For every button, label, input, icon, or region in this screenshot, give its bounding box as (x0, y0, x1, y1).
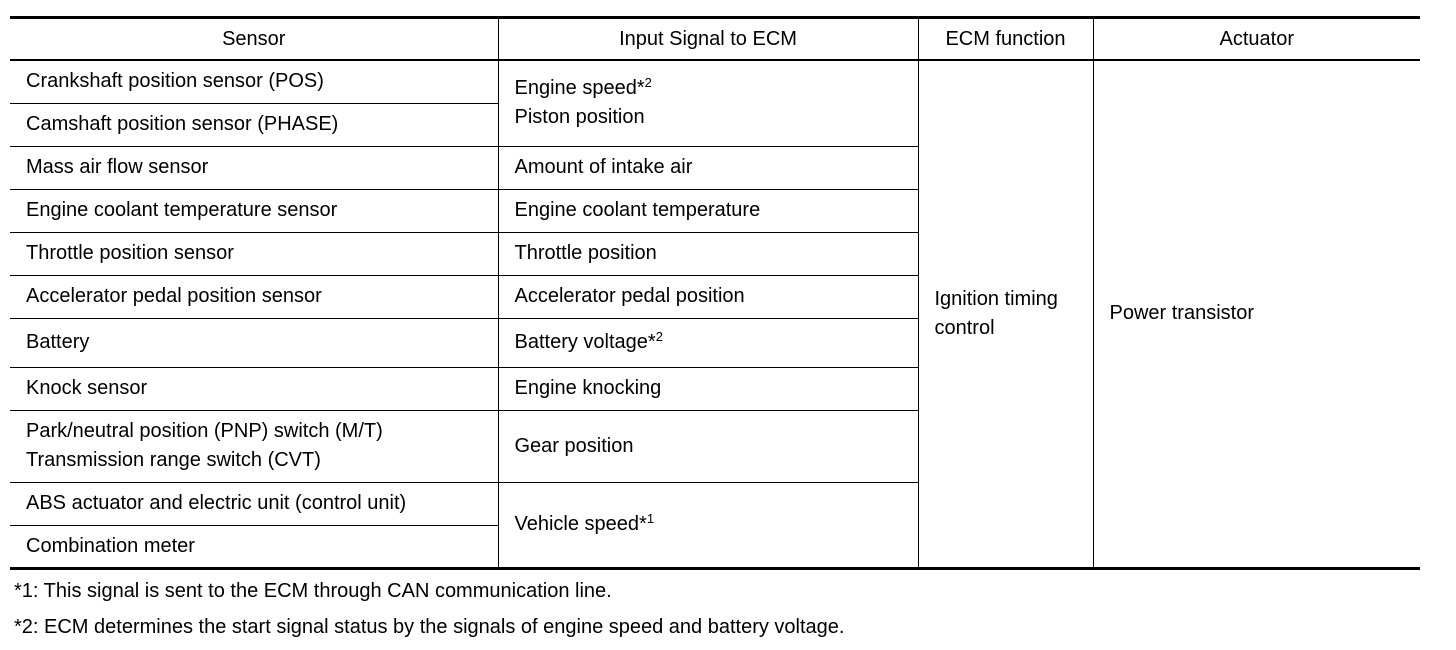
sensor-cell: Accelerator pedal position sensor (10, 275, 498, 318)
input-text: Engine speed* (514, 77, 645, 100)
input-cell: Engine coolant temperature (498, 189, 918, 232)
footnote-2: *2: ECM determines the start signal status by the signals of engine speed and battery voltage. (14, 615, 845, 638)
sensor-text: Transmission range switch (CVT) (26, 449, 321, 471)
sensor-cell: Battery (10, 318, 498, 367)
footnote-ref: 2 (644, 75, 652, 91)
sensor-cell: Mass air flow sensor (10, 146, 498, 189)
input-text: Piston position (514, 106, 645, 129)
input-cell: Gear position (498, 410, 918, 482)
sensor-cell: Engine coolant temperature sensor (10, 189, 498, 232)
input-cell (498, 60, 918, 146)
header-sensor: Sensor (10, 18, 498, 61)
input-cell: Throttle position (498, 232, 918, 275)
function-text: Ignition timing (934, 287, 1058, 310)
input-text: Battery voltage* (514, 331, 656, 353)
input-cell (498, 482, 918, 568)
header-ecm-function: ECM function (918, 18, 1093, 61)
footnote-ref: 2 (655, 329, 663, 344)
function-text: control (934, 316, 995, 339)
table-row (10, 60, 1420, 103)
actuator-cell: Power transistor (1093, 60, 1420, 568)
sensor-text: Park/neutral position (PNP) switch (M/T) (26, 420, 383, 442)
sensor-cell: Crankshaft position sensor (POS) (26, 70, 324, 93)
footnote-ref: 1 (646, 511, 655, 526)
footnote-1: *1: This signal is sent to the ECM through CAN communication line. (14, 579, 612, 602)
sensor-cell (10, 410, 498, 482)
input-text: Vehicle speed* (514, 513, 647, 535)
header-input-signal: Input Signal to ECM (498, 18, 918, 61)
sensor-cell: Camshaft position sensor (PHASE) (10, 103, 498, 146)
ecm-function-cell (918, 60, 1093, 568)
input-cell: Engine knocking (498, 367, 918, 410)
header-row (10, 18, 1420, 61)
header-actuator: Actuator (1093, 18, 1420, 61)
sensor-cell: Knock sensor (10, 367, 498, 410)
sensor-cell: Combination meter (10, 525, 498, 568)
ignition-timing-table (10, 16, 1420, 570)
sensor-cell: ABS actuator and electric unit (control unit) (10, 482, 498, 525)
sensor-cell: Throttle position sensor (10, 232, 498, 275)
document (10, 16, 1420, 645)
input-cell: Accelerator pedal position (498, 275, 918, 318)
input-cell: Amount of intake air (498, 146, 918, 189)
input-cell (498, 318, 918, 367)
footnotes (14, 573, 1420, 645)
